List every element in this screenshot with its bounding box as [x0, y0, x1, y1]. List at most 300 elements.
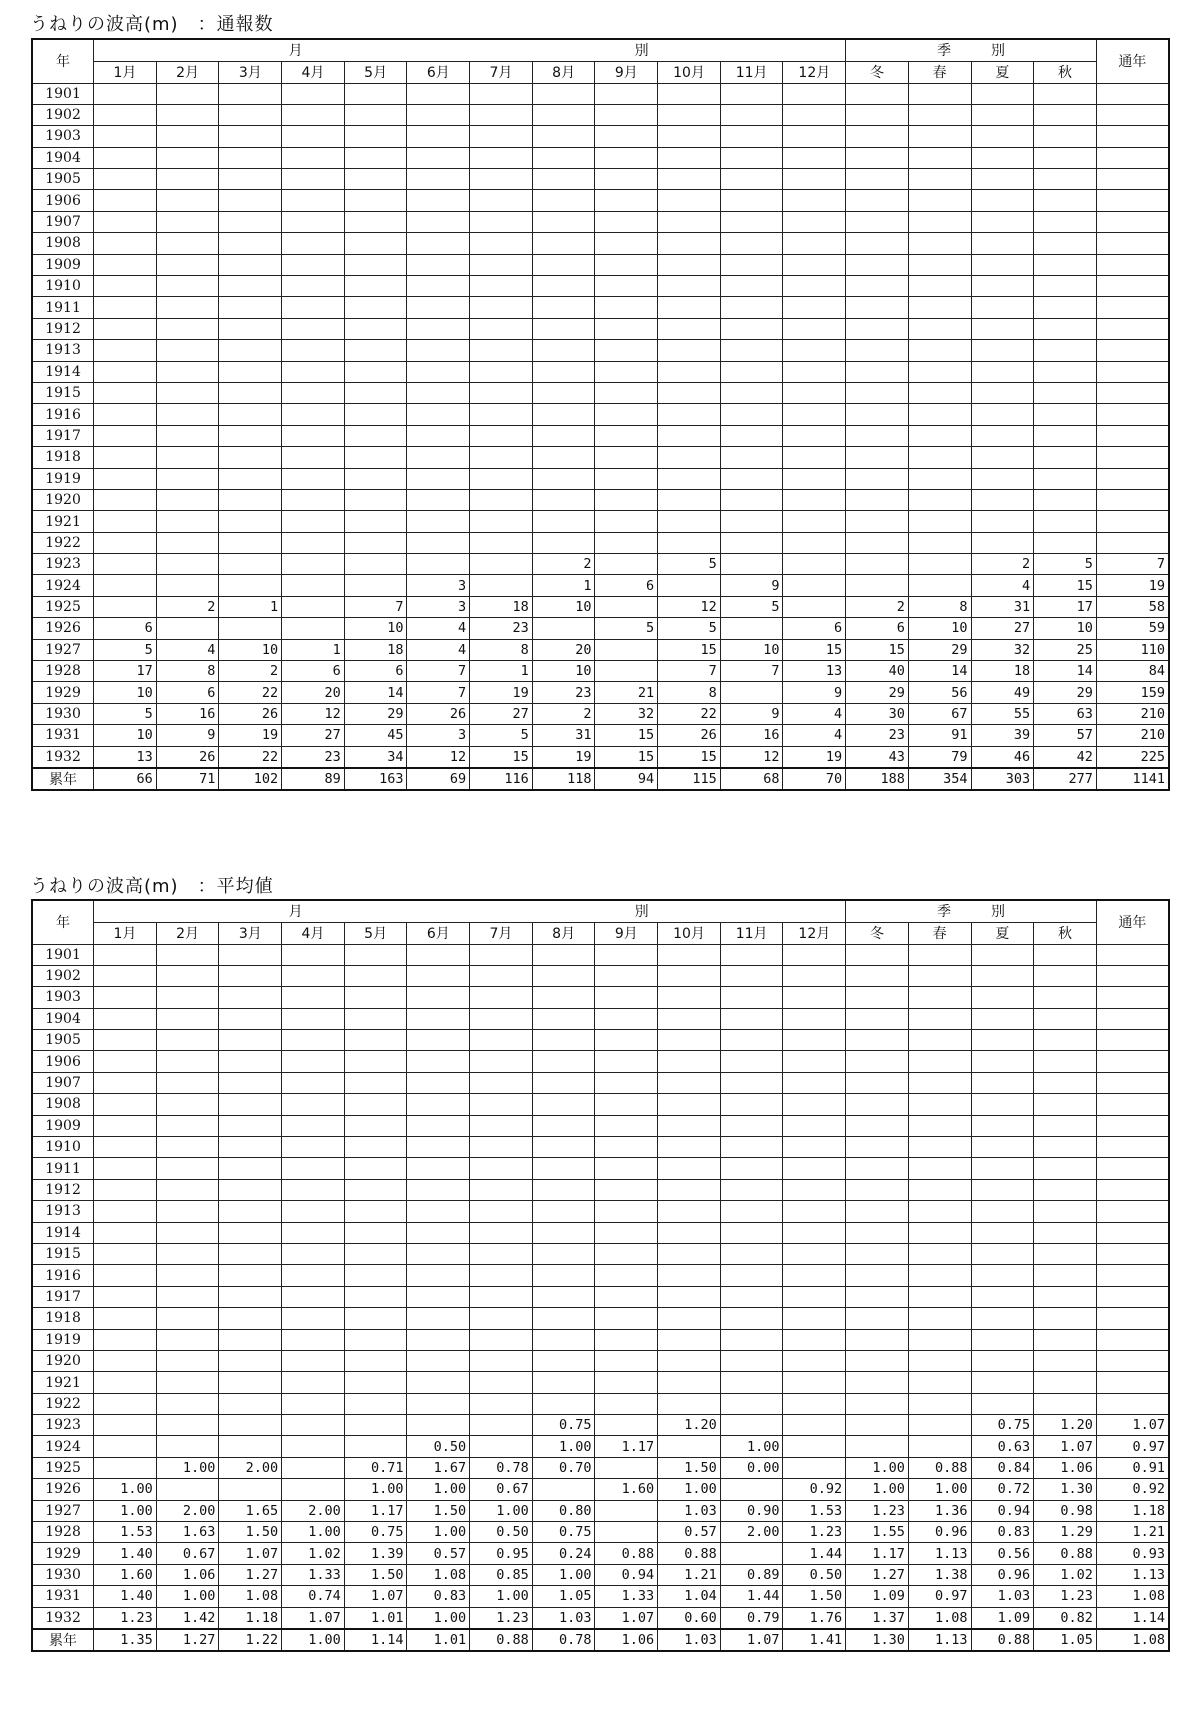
value-cell [532, 1222, 595, 1243]
value-cell [407, 297, 470, 318]
value-cell [971, 404, 1034, 425]
value-cell [219, 1137, 282, 1158]
value-cell: 1.60 [94, 1564, 157, 1585]
value-cell [595, 965, 658, 986]
value-cell: 31 [532, 725, 595, 746]
value-cell: 1.50 [658, 1457, 721, 1478]
value-cell [908, 1372, 971, 1393]
value-cell: 1.08 [908, 1607, 971, 1628]
value-cell [595, 318, 658, 339]
total-cell: 0.88 [971, 1629, 1034, 1651]
value-cell: 1.00 [344, 1479, 407, 1500]
value-cell [658, 489, 721, 510]
value-cell: 6 [156, 682, 219, 703]
value-cell [1096, 254, 1169, 275]
value-cell: 1.07 [282, 1607, 345, 1628]
value-cell [908, 575, 971, 596]
value-cell: 1.23 [783, 1522, 846, 1543]
month-header: 9月 [595, 61, 658, 83]
value-cell [1096, 987, 1169, 1008]
value-cell: 5 [94, 639, 157, 660]
value-cell [532, 1308, 595, 1329]
value-cell [595, 1265, 658, 1286]
value-cell [219, 1030, 282, 1051]
value-cell [282, 1008, 345, 1029]
value-cell [532, 1350, 595, 1371]
value-cell: 1.00 [470, 1500, 533, 1521]
year-header: 年 [32, 900, 94, 944]
value-cell [971, 83, 1034, 104]
value-cell [156, 1201, 219, 1222]
value-cell [1034, 318, 1097, 339]
value-cell [344, 382, 407, 403]
value-cell: 1.17 [595, 1436, 658, 1457]
value-cell [783, 1308, 846, 1329]
year-cell: 1901 [32, 83, 94, 104]
value-cell [1096, 511, 1169, 532]
value-cell [344, 1115, 407, 1136]
value-cell [282, 1051, 345, 1072]
value-cell [344, 987, 407, 1008]
value-cell [846, 1115, 909, 1136]
value-cell [94, 169, 157, 190]
value-cell: 10 [344, 618, 407, 639]
value-cell [219, 1436, 282, 1457]
value-cell: 23 [846, 725, 909, 746]
value-cell [720, 1350, 783, 1371]
value-cell [658, 254, 721, 275]
value-cell: 0.89 [720, 1564, 783, 1585]
value-cell [846, 425, 909, 446]
year-cell: 1914 [32, 1222, 94, 1243]
value-cell [1096, 104, 1169, 125]
value-cell [846, 489, 909, 510]
year-cell: 1905 [32, 169, 94, 190]
value-cell [470, 254, 533, 275]
value-cell: 0.93 [1096, 1543, 1169, 1564]
value-cell: 1.17 [344, 1500, 407, 1521]
value-cell: 4 [783, 703, 846, 724]
value-cell [470, 1158, 533, 1179]
value-cell: 10 [94, 682, 157, 703]
season-header: 秋 [1034, 61, 1097, 83]
value-cell: 10 [532, 661, 595, 682]
value-cell [219, 1094, 282, 1115]
value-cell [156, 575, 219, 596]
value-cell [344, 1158, 407, 1179]
value-cell [658, 1436, 721, 1457]
value-cell [470, 944, 533, 965]
value-cell [407, 1201, 470, 1222]
value-cell [94, 489, 157, 510]
value-cell: 1.13 [1096, 1564, 1169, 1585]
value-cell [595, 639, 658, 660]
value-cell [94, 1350, 157, 1371]
value-cell [532, 83, 595, 104]
value-cell [219, 254, 282, 275]
value-cell [156, 987, 219, 1008]
value-cell [783, 1158, 846, 1179]
value-cell [532, 233, 595, 254]
value-cell [846, 532, 909, 553]
value-cell: 34 [344, 746, 407, 767]
value-cell [532, 1094, 595, 1115]
value-cell [658, 1350, 721, 1371]
value-cell [344, 340, 407, 361]
value-cell [783, 1008, 846, 1029]
value-cell [219, 489, 282, 510]
total-cell: 0.78 [532, 1629, 595, 1651]
value-cell [846, 1201, 909, 1222]
value-cell [783, 1030, 846, 1051]
value-cell [407, 276, 470, 297]
value-cell: 1.29 [1034, 1522, 1097, 1543]
year-cell: 1928 [32, 661, 94, 682]
value-cell [407, 104, 470, 125]
value-cell [1096, 447, 1169, 468]
table-row [32, 1479, 1169, 1500]
value-cell [846, 1415, 909, 1436]
value-cell [94, 382, 157, 403]
year-cell: 1924 [32, 1436, 94, 1457]
value-cell [783, 169, 846, 190]
value-cell: 9 [783, 682, 846, 703]
table-row [32, 703, 1169, 724]
value-cell [595, 147, 658, 168]
value-cell: 1 [532, 575, 595, 596]
value-cell [94, 1457, 157, 1478]
value-cell [658, 1051, 721, 1072]
value-cell [1034, 276, 1097, 297]
month-header: 12月 [783, 922, 846, 944]
value-cell [720, 511, 783, 532]
value-cell [1096, 1265, 1169, 1286]
value-cell: 1.27 [846, 1564, 909, 1585]
value-cell [1096, 382, 1169, 403]
season-group-label-1: 季 [937, 904, 951, 921]
value-cell [94, 1030, 157, 1051]
value-cell [908, 190, 971, 211]
value-cell: 0.57 [658, 1522, 721, 1543]
value-cell [282, 1479, 345, 1500]
value-cell [282, 1372, 345, 1393]
value-cell [94, 1115, 157, 1136]
value-cell [344, 944, 407, 965]
year-cell: 1902 [32, 965, 94, 986]
value-cell [595, 1072, 658, 1093]
value-cell [219, 233, 282, 254]
value-cell [470, 233, 533, 254]
value-cell [156, 1094, 219, 1115]
season-header: 春 [908, 61, 971, 83]
month-header: 3月 [219, 922, 282, 944]
value-cell [470, 987, 533, 1008]
value-cell [156, 425, 219, 446]
value-cell [470, 83, 533, 104]
value-cell: 4 [971, 575, 1034, 596]
value-cell [470, 1008, 533, 1029]
value-cell [658, 297, 721, 318]
value-cell: 1.14 [1096, 1607, 1169, 1628]
value-cell [282, 254, 345, 275]
value-cell: 1.00 [532, 1564, 595, 1585]
value-cell [219, 1265, 282, 1286]
value-cell [595, 1308, 658, 1329]
value-cell [1034, 83, 1097, 104]
total-cell: 69 [407, 768, 470, 790]
value-cell [156, 1479, 219, 1500]
value-cell: 0.95 [470, 1543, 533, 1564]
value-cell: 1.39 [344, 1543, 407, 1564]
value-cell [846, 1372, 909, 1393]
value-cell [344, 1350, 407, 1371]
value-cell [156, 1436, 219, 1457]
total-cell: 1.03 [658, 1629, 721, 1651]
value-cell [1096, 1329, 1169, 1350]
month-group-label-1: 月 [288, 43, 305, 60]
season-header: 秋 [1034, 922, 1097, 944]
value-cell [783, 532, 846, 553]
value-cell: 0.82 [1034, 1607, 1097, 1628]
value-cell [658, 1222, 721, 1243]
value-cell [156, 1072, 219, 1093]
value-cell [908, 147, 971, 168]
value-cell [344, 1072, 407, 1093]
value-cell [658, 575, 721, 596]
value-cell [282, 382, 345, 403]
year-cell: 1912 [32, 1179, 94, 1200]
value-cell: 4 [783, 725, 846, 746]
value-cell [344, 447, 407, 468]
value-cell [1096, 1308, 1169, 1329]
value-cell [908, 532, 971, 553]
value-cell [532, 447, 595, 468]
value-cell [94, 1308, 157, 1329]
year-cell: 1926 [32, 1479, 94, 1500]
value-cell [282, 1457, 345, 1478]
value-cell: 2.00 [156, 1500, 219, 1521]
value-cell [971, 1094, 1034, 1115]
value-cell [846, 554, 909, 575]
value-cell [908, 944, 971, 965]
value-cell [470, 1415, 533, 1436]
value-cell [720, 489, 783, 510]
value-cell [94, 1222, 157, 1243]
value-cell: 0.83 [407, 1586, 470, 1607]
value-cell [470, 1265, 533, 1286]
value-cell [156, 1243, 219, 1264]
value-cell [595, 532, 658, 553]
value-cell [94, 554, 157, 575]
value-cell [720, 944, 783, 965]
value-cell: 0.92 [783, 1479, 846, 1500]
value-cell [470, 575, 533, 596]
value-cell [407, 1137, 470, 1158]
value-cell: 5 [94, 703, 157, 724]
table-row [32, 1543, 1169, 1564]
value-cell [846, 965, 909, 986]
value-cell [219, 1051, 282, 1072]
value-cell [532, 147, 595, 168]
value-cell [720, 382, 783, 403]
value-cell: 0.88 [908, 1457, 971, 1478]
value-cell [156, 254, 219, 275]
value-cell [407, 1072, 470, 1093]
table-row [32, 682, 1169, 703]
year-cell: 1907 [32, 211, 94, 232]
value-cell [219, 276, 282, 297]
value-cell: 2 [532, 554, 595, 575]
value-cell [658, 147, 721, 168]
value-cell [470, 1372, 533, 1393]
value-cell [407, 233, 470, 254]
value-cell [658, 318, 721, 339]
month-header: 12月 [783, 61, 846, 83]
value-cell [407, 554, 470, 575]
value-cell: 10 [219, 639, 282, 660]
season-group-header [846, 39, 1097, 61]
value-cell: 26 [156, 746, 219, 767]
value-cell [595, 1137, 658, 1158]
value-cell [1034, 382, 1097, 403]
value-cell: 7 [407, 682, 470, 703]
value-cell [658, 126, 721, 147]
value-cell: 7 [407, 661, 470, 682]
value-cell [470, 1115, 533, 1136]
mean-height-table [31, 899, 1170, 1652]
value-cell: 1.33 [282, 1564, 345, 1585]
value-cell [595, 169, 658, 190]
value-cell: 1.00 [156, 1457, 219, 1478]
value-cell: 9 [720, 575, 783, 596]
value-cell [94, 1008, 157, 1029]
value-cell [156, 965, 219, 986]
value-cell [595, 1415, 658, 1436]
value-cell [532, 532, 595, 553]
table-row [32, 489, 1169, 510]
value-cell [282, 297, 345, 318]
month-group-label-2: 別 [634, 43, 651, 60]
value-cell [720, 318, 783, 339]
value-cell [908, 511, 971, 532]
value-cell [783, 190, 846, 211]
value-cell: 20 [532, 639, 595, 660]
table-row [32, 1051, 1169, 1072]
annual-header: 通年 [1096, 39, 1169, 83]
value-cell [658, 233, 721, 254]
value-cell [94, 1415, 157, 1436]
month-header: 6月 [407, 922, 470, 944]
value-cell [407, 340, 470, 361]
value-cell [94, 575, 157, 596]
value-cell [783, 987, 846, 1008]
value-cell: 6 [846, 618, 909, 639]
value-cell [846, 404, 909, 425]
value-cell: 3 [407, 596, 470, 617]
value-cell [470, 190, 533, 211]
value-cell: 110 [1096, 639, 1169, 660]
value-cell [595, 233, 658, 254]
table-row [32, 297, 1169, 318]
value-cell [282, 1308, 345, 1329]
value-cell: 7 [720, 661, 783, 682]
year-cell: 1918 [32, 447, 94, 468]
value-cell [971, 233, 1034, 254]
value-cell: 8 [470, 639, 533, 660]
month-header: 9月 [595, 922, 658, 944]
value-cell [282, 1222, 345, 1243]
year-cell: 1914 [32, 361, 94, 382]
value-cell [94, 1436, 157, 1457]
value-cell [720, 297, 783, 318]
value-cell [532, 511, 595, 532]
value-cell [1034, 1072, 1097, 1093]
month-header: 8月 [532, 922, 595, 944]
value-cell [532, 1158, 595, 1179]
year-cell: 1902 [32, 104, 94, 125]
value-cell [532, 1265, 595, 1286]
value-cell [908, 1201, 971, 1222]
value-cell: 1.00 [720, 1436, 783, 1457]
table-row [32, 1586, 1169, 1607]
value-cell [344, 276, 407, 297]
value-cell [344, 190, 407, 211]
value-cell: 0.80 [532, 1500, 595, 1521]
year-cell: 1931 [32, 725, 94, 746]
value-cell: 39 [971, 725, 1034, 746]
value-cell [1034, 1158, 1097, 1179]
value-cell: 8 [658, 682, 721, 703]
value-cell: 12 [282, 703, 345, 724]
value-cell [344, 1201, 407, 1222]
value-cell [470, 169, 533, 190]
value-cell [908, 1008, 971, 1029]
value-cell [344, 1179, 407, 1200]
value-cell: 1.00 [846, 1457, 909, 1478]
value-cell: 13 [94, 746, 157, 767]
value-cell [783, 126, 846, 147]
table-row [32, 1179, 1169, 1200]
value-cell [908, 211, 971, 232]
value-cell [720, 965, 783, 986]
table1-title: うねりの波高(m) ：通報数 [30, 14, 274, 35]
value-cell: 10 [1034, 618, 1097, 639]
value-cell [470, 1072, 533, 1093]
value-cell [908, 1329, 971, 1350]
value-cell [1034, 404, 1097, 425]
value-cell: 2.00 [219, 1457, 282, 1478]
value-cell: 0.88 [595, 1543, 658, 1564]
value-cell [783, 254, 846, 275]
value-cell [532, 1008, 595, 1029]
value-cell [658, 340, 721, 361]
month-header: 11月 [720, 922, 783, 944]
table-row [32, 147, 1169, 168]
value-cell: 29 [908, 639, 971, 660]
value-cell: 5 [658, 618, 721, 639]
season-header: 春 [908, 922, 971, 944]
value-cell [720, 233, 783, 254]
value-cell [720, 1286, 783, 1307]
value-cell [407, 965, 470, 986]
value-cell: 5 [595, 618, 658, 639]
value-cell [1034, 425, 1097, 446]
value-cell: 0.96 [908, 1522, 971, 1543]
value-cell: 17 [94, 661, 157, 682]
value-cell: 0.56 [971, 1543, 1034, 1564]
year-cell: 1911 [32, 1158, 94, 1179]
value-cell [783, 318, 846, 339]
